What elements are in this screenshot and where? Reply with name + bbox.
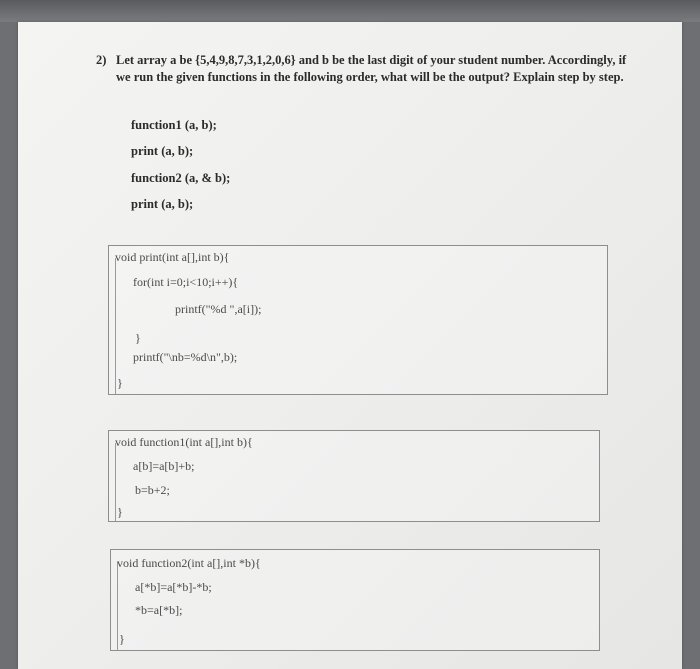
code-function1-closing: } [117,505,123,519]
code-print-line1: for(int i=0;i<10;i++){ [133,275,239,289]
paper-page [18,22,682,669]
box-margin-line [115,443,116,521]
code-function2-line1: a[*b]=a[*b]-*b; [135,580,212,594]
question-text: Let array a be {5,4,9,8,7,3,1,2,0,6} and b be the last digit of your student number. Accordingly, if we run the given functions in the following order, what will be the output? Explain step by step. [116,53,627,84]
code-print-header: void print(int a[],int b){ [115,250,230,264]
code-box-function2 [110,549,600,651]
code-box-print [108,245,608,395]
code-print-closing: } [117,376,123,390]
code-function2-closing: } [119,632,125,646]
call-line-2: print (a, b); [131,144,194,158]
box-margin-line [115,258,116,394]
call-line-3: function2 (a, & b); [131,171,231,185]
code-function1-header: void function1(int a[],int b){ [115,435,253,449]
code-print-line4: printf("\nb=%d\n",b); [133,350,238,364]
code-function2-header: void function2(int a[],int *b){ [117,556,261,570]
box-margin-line [117,562,118,650]
code-print-line3: } [135,331,141,345]
question-block [96,52,636,86]
call-line-1: function1 (a, b); [131,118,217,132]
code-print-line2: printf("%d ",a[i]); [175,302,262,316]
question-number: 2) [96,53,107,67]
background-top [0,0,700,22]
code-box-function1 [108,430,600,522]
code-function1-line1: a[b]=a[b]+b; [133,459,195,473]
call-line-4: print (a, b); [131,197,194,211]
code-function1-line2: b=b+2; [135,483,170,497]
code-function2-line2: *b=a[*b]; [135,603,183,617]
